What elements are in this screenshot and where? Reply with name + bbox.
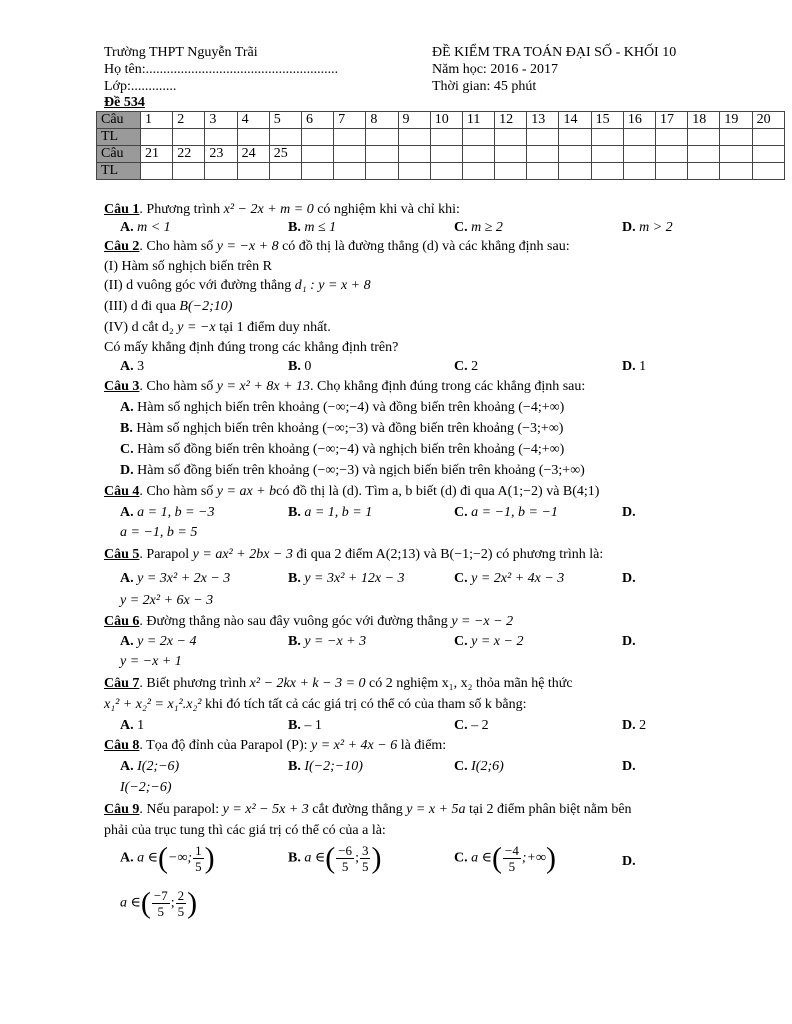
row-label: Câu — [97, 146, 141, 163]
option-label: B. — [288, 850, 301, 866]
table-cell: 24 — [237, 146, 269, 163]
option-text: 2 — [639, 718, 647, 733]
table-cell — [720, 146, 752, 163]
question-number: Câu 5 — [104, 547, 140, 562]
option-a[interactable] — [120, 716, 144, 736]
fraction — [176, 888, 187, 919]
answer-cell[interactable] — [205, 163, 237, 180]
question-4-stem — [104, 482, 599, 502]
option-a[interactable] — [120, 398, 564, 418]
option-b[interactable] — [120, 419, 563, 439]
question-8-stem — [104, 736, 446, 756]
option-text: Hàm số nghịch biến trên khoảng (−∞;−3) và đồng biến trên khoảng (−3;+∞) — [136, 421, 564, 436]
stem-text: khi đó tích tất cả các giá trị có thể có của tham số k bằng: — [201, 697, 527, 712]
statement-2 — [104, 276, 371, 296]
option-d[interactable] — [622, 632, 636, 652]
table-cell: 25 — [269, 146, 301, 163]
equation: x² − 2kx + k − 3 = 0 — [249, 676, 366, 691]
stem-text: . Cho hàm số — [139, 484, 217, 499]
question-3-stem — [104, 377, 585, 397]
answer-cell[interactable] — [656, 163, 688, 180]
fraction — [336, 843, 354, 874]
question-7-stem — [104, 674, 573, 694]
stem-text: . Biết phương trình — [139, 676, 250, 691]
table-cell — [591, 146, 623, 163]
option-c[interactable]: C. a ∈( $\frac{-4}{5}$ ;+∞) — [454, 841, 556, 875]
question-number: Câu 4 — [104, 484, 140, 499]
table-cell: 5 — [269, 112, 301, 129]
option-b[interactable] — [288, 218, 336, 238]
numerator: 3 — [361, 843, 369, 858]
option-d-text — [120, 652, 182, 672]
statement-1: (I) Hàm số nghịch biến trên R — [104, 259, 272, 274]
option-label: B. — [288, 220, 301, 235]
option-d[interactable] — [622, 716, 646, 736]
option-label: A. — [120, 505, 134, 520]
table-cell: 23 — [205, 146, 237, 163]
numerator: 1 — [195, 843, 202, 858]
answer-cell[interactable] — [301, 129, 333, 146]
statement-4 — [104, 318, 331, 338]
option-text: 1 — [137, 718, 145, 733]
table-cell — [495, 146, 527, 163]
option-text: m ≥ 2 — [471, 220, 503, 235]
denominator: 5 — [157, 904, 165, 919]
option-c[interactable] — [120, 440, 564, 460]
option-label: C. — [454, 220, 468, 235]
option-label: B. — [288, 505, 301, 520]
school-year: Năm học: 2016 - 2017 — [432, 62, 558, 77]
option-label: C. — [454, 850, 468, 866]
stem-text: có đồ thị là đường thẳng (d) và các khẳng định sau: — [278, 239, 570, 254]
denominator: 5 — [195, 859, 202, 874]
answer-cell[interactable] — [752, 163, 784, 180]
table-row — [97, 146, 785, 163]
option-label: B. — [288, 759, 301, 774]
stem-text: cắt đường thẳng — [308, 802, 407, 817]
option-d[interactable] — [622, 503, 636, 523]
equation: y = x² − 5x + 3 — [222, 802, 309, 817]
option-label: D. — [622, 634, 636, 649]
question-2-stem — [104, 237, 570, 257]
answer-cell[interactable] — [430, 163, 462, 180]
table-cell: 19 — [720, 112, 752, 129]
option-b[interactable] — [288, 357, 311, 377]
equation: y = −x + 8 — [216, 239, 279, 254]
table-cell: 1 — [141, 112, 173, 129]
answer-table — [96, 111, 785, 180]
table-cell: 18 — [688, 112, 720, 129]
table-cell: 9 — [398, 112, 430, 129]
equation: y = −x − 2 — [451, 614, 514, 629]
option-d-text — [120, 778, 172, 798]
option-text: −∞; — [168, 850, 193, 866]
option-a[interactable] — [120, 218, 171, 238]
table-cell — [301, 146, 333, 163]
table-cell: 6 — [301, 112, 333, 129]
equation: x₁² + x₂² = x₁².x₂² — [104, 697, 202, 712]
answer-cell[interactable] — [334, 163, 366, 180]
denominator: 5 — [508, 859, 516, 874]
option-label: A. — [120, 571, 134, 586]
option-text: a = −1, b = 5 — [120, 525, 198, 540]
option-text: y = 2x² + 6x − 3 — [120, 593, 214, 608]
class-line: Lớp:............. — [104, 79, 177, 94]
denominator: 5 — [341, 859, 349, 874]
option-label: C. — [454, 634, 468, 649]
option-text: a = 1, b = 1 — [304, 505, 373, 520]
option-label: D. — [622, 718, 636, 733]
option-a[interactable] — [120, 632, 196, 652]
table-cell: 12 — [495, 112, 527, 129]
question-5-stem — [104, 545, 603, 565]
table-row — [97, 112, 785, 129]
answer-cell[interactable] — [398, 129, 430, 146]
option-label: D. — [622, 571, 636, 586]
option-c[interactable] — [454, 218, 503, 238]
option-a[interactable]: A. a ∈(−∞; $\frac{1}{5}$ ) — [120, 841, 215, 875]
option-label: D. — [622, 854, 636, 869]
table-cell — [334, 146, 366, 163]
numerator: 2 — [177, 888, 185, 903]
equation: y = ax + b — [216, 484, 277, 499]
option-c[interactable] — [454, 757, 504, 777]
option-text: y = 2x² + 4x − 3 — [471, 571, 565, 586]
answer-cell[interactable] — [366, 163, 398, 180]
option-d-text — [120, 591, 213, 611]
stem-text: . Phương trình — [139, 202, 224, 217]
stem-text: là điểm: — [397, 738, 447, 753]
table-cell — [462, 146, 494, 163]
fraction — [360, 843, 371, 874]
answer-cell[interactable] — [688, 163, 720, 180]
option-a[interactable] — [120, 357, 144, 377]
option-label: A. — [120, 359, 134, 374]
table-cell — [688, 146, 720, 163]
option-label: A. — [120, 220, 134, 235]
option-label: A. — [120, 718, 134, 733]
question-number: Câu 8 — [104, 738, 140, 753]
question-number: Câu 9 — [104, 802, 140, 817]
table-cell: 11 — [462, 112, 494, 129]
question-1-stem — [104, 200, 460, 220]
stem-text: (II) d vuông góc với đường thẳng — [104, 278, 295, 293]
table-cell — [430, 146, 462, 163]
option-label: C. — [120, 442, 134, 457]
answer-cell[interactable] — [173, 129, 205, 146]
table-cell — [752, 146, 784, 163]
stem-text: (IV) d cắt d₂ — [104, 320, 178, 335]
table-cell — [527, 146, 559, 163]
answer-cell[interactable] — [720, 163, 752, 180]
school-name: Trường THPT Nguyễn Trãi — [104, 45, 258, 60]
answer-cell[interactable] — [301, 163, 333, 180]
answer-cell[interactable] — [430, 129, 462, 146]
option-b[interactable] — [288, 716, 322, 736]
answer-cell[interactable] — [527, 163, 559, 180]
table-cell: 21 — [141, 146, 173, 163]
answer-cell[interactable] — [527, 129, 559, 146]
option-text: 1 — [639, 359, 647, 374]
option-text: y = 3x² + 2x − 3 — [137, 571, 231, 586]
option-b[interactable] — [288, 757, 363, 777]
table-row — [97, 129, 785, 146]
student-name-line: Họ tên:....................................................... — [104, 62, 339, 77]
table-cell: 3 — [205, 112, 237, 129]
numerator: −4 — [505, 843, 519, 858]
option-a[interactable] — [120, 503, 214, 523]
table-cell: 20 — [752, 112, 784, 129]
question-number: Câu 1 — [104, 202, 140, 217]
option-text: I(2;−6) — [137, 759, 180, 774]
answer-cell[interactable] — [495, 129, 527, 146]
option-text: I(2;6) — [471, 759, 504, 774]
question-number: Câu 7 — [104, 676, 140, 691]
question-number: Câu 2 — [104, 239, 140, 254]
answer-cell[interactable] — [205, 129, 237, 146]
stem-text: . Cho hàm số — [139, 379, 217, 394]
denominator: 5 — [177, 904, 185, 919]
table-cell: 16 — [623, 112, 655, 129]
option-label: C. — [454, 718, 468, 733]
stem-text: . Chọ khẳng định đúng trong các khẳng định sau: — [309, 379, 586, 394]
option-text: y = −x + 1 — [120, 654, 182, 669]
table-cell: 13 — [527, 112, 559, 129]
question-9-stem-line2: phải của trục tung thì các giá trị có thể có của a là: — [104, 823, 386, 838]
table-cell: 7 — [334, 112, 366, 129]
exam-title: ĐỀ KIỂM TRA TOÁN ĐẠI SỐ - KHỐI 10 — [432, 45, 677, 60]
answer-cell[interactable] — [269, 163, 301, 180]
stem-text: (III) d đi qua — [104, 299, 180, 314]
option-b[interactable]: B. a ∈( $\frac{-6}{5}$ ; $\frac{3}{5}$ ) — [288, 841, 382, 875]
option-text: 0 — [304, 359, 312, 374]
option-b[interactable] — [288, 503, 372, 523]
table-row — [97, 163, 785, 180]
fraction — [503, 843, 521, 874]
table-cell: 22 — [173, 146, 205, 163]
question-9-stem — [104, 800, 632, 820]
option-label: C. — [454, 571, 468, 586]
option-label: B. — [120, 421, 133, 436]
option-text: – 2 — [471, 718, 489, 733]
exam-duration: Thời gian: 45 phút — [432, 79, 537, 94]
option-c[interactable] — [454, 503, 558, 523]
stem-text: . Đường thẳng nào sau đây vuông góc với đường thẳng — [139, 614, 452, 629]
option-label: B. — [288, 571, 301, 586]
answer-cell[interactable] — [752, 129, 784, 146]
option-d[interactable] — [622, 852, 636, 872]
numerator: −6 — [338, 843, 353, 858]
stem-text: . Tọa độ đỉnh của Parapol (P): — [139, 738, 312, 753]
stem-text: có nghiệm khi và chỉ khi: — [313, 202, 460, 217]
denominator: 5 — [361, 859, 369, 874]
row-label: Câu — [97, 112, 141, 129]
answer-cell[interactable] — [495, 163, 527, 180]
option-text: a ∈ — [471, 850, 492, 866]
option-label: B. — [288, 359, 301, 374]
answer-cell[interactable] — [141, 129, 173, 146]
answer-cell[interactable] — [656, 129, 688, 146]
option-text: a ∈ — [120, 895, 141, 911]
option-label: D. — [622, 759, 636, 774]
equation: y = ax² + 2bx − 3 — [192, 547, 293, 562]
answer-cell[interactable] — [688, 129, 720, 146]
answer-cell[interactable] — [720, 129, 752, 146]
option-d[interactable] — [622, 218, 673, 238]
option-text: a ∈ — [137, 850, 158, 866]
answer-cell[interactable] — [591, 129, 623, 146]
option-label: A. — [120, 850, 134, 866]
stem-text: tại 1 điểm duy nhất. — [215, 320, 331, 335]
question-number: Câu 3 — [104, 379, 140, 394]
option-d[interactable] — [120, 461, 585, 481]
option-text: a ∈ — [304, 850, 326, 866]
table-cell — [559, 146, 591, 163]
stem-text: tại 2 điểm phân biệt nằm bên — [465, 802, 632, 817]
option-text: y = 3x² + 12x − 3 — [304, 571, 405, 586]
option-text: I(−2;−10) — [304, 759, 363, 774]
stem-text: . Parapol — [139, 547, 193, 562]
answer-cell[interactable] — [237, 129, 269, 146]
option-text: m > 2 — [639, 220, 673, 235]
option-c[interactable] — [454, 716, 489, 736]
option-text: Hàm số nghịch biến trên khoảng (−∞;−4) và đồng biến trên khoảng (−4;+∞) — [137, 400, 565, 415]
option-c[interactable] — [454, 357, 478, 377]
answer-cell[interactable] — [559, 129, 591, 146]
numerator: −7 — [153, 888, 168, 903]
option-text: ;+∞ — [521, 850, 546, 866]
equation: y = −x — [177, 320, 216, 335]
option-text: – 1 — [304, 718, 322, 733]
table-cell — [656, 146, 688, 163]
statement-3 — [104, 297, 232, 317]
table-cell — [398, 146, 430, 163]
answer-cell[interactable] — [623, 163, 655, 180]
option-text: Hàm số đồng biến trên khoảng (−∞;−4) và nghịch biến trên khoảng (−4;+∞) — [137, 442, 565, 457]
option-label: C. — [454, 359, 468, 374]
option-label: B. — [288, 634, 301, 649]
option-label: B. — [288, 718, 301, 733]
option-text: 3 — [137, 359, 145, 374]
option-text: Hàm số đồng biến trên khoảng (−∞;−3) và ngịch biến biến trên khoảng (−3;+∞) — [137, 463, 585, 478]
option-text: I(−2;−6) — [120, 780, 172, 795]
answer-cell[interactable] — [269, 129, 301, 146]
table-cell — [366, 146, 398, 163]
stem-text: . Nếu parapol: — [139, 802, 223, 817]
question-number: Câu 6 — [104, 614, 140, 629]
question-2-ask: Có mấy khẳng định đúng trong các khẳng định trên? — [104, 340, 399, 355]
option-text: y = 2x − 4 — [137, 634, 197, 649]
answer-cell[interactable] — [173, 163, 205, 180]
option-text: a = 1, b = −3 — [137, 505, 215, 520]
equation: y = x + 5a — [406, 802, 466, 817]
option-b[interactable] — [288, 632, 366, 652]
option-label: D. — [622, 220, 636, 235]
answer-cell[interactable] — [462, 129, 494, 146]
answer-cell[interactable] — [559, 163, 591, 180]
option-d[interactable] — [622, 757, 636, 777]
option-label: A. — [120, 759, 134, 774]
equation: x² − 2x + m = 0 — [223, 202, 314, 217]
fraction — [152, 888, 170, 919]
option-text: 2 — [471, 359, 479, 374]
table-cell — [623, 146, 655, 163]
option-text: a = −1, b = −1 — [471, 505, 558, 520]
option-label: A. — [120, 634, 134, 649]
option-a[interactable] — [120, 757, 179, 777]
option-label: C. — [454, 759, 468, 774]
fraction — [193, 843, 204, 874]
option-label: D. — [622, 359, 636, 374]
option-label: D. — [622, 505, 636, 520]
row-label: TL — [97, 129, 141, 146]
table-cell: 8 — [366, 112, 398, 129]
table-cell: 14 — [559, 112, 591, 129]
option-label: A. — [120, 400, 134, 415]
row-label: TL — [97, 163, 141, 180]
equation: B(−2;10) — [179, 299, 233, 314]
exam-code: Đề 534 — [104, 95, 145, 110]
answer-cell[interactable] — [237, 163, 269, 180]
option-d[interactable] — [622, 569, 636, 589]
option-a[interactable] — [120, 569, 230, 589]
answer-cell[interactable] — [623, 129, 655, 146]
stem-text: có đồ thị là (d). Tìm a, b biết (d) đi qua A(1;−2) và B(4;1) — [276, 484, 600, 499]
table-cell: 4 — [237, 112, 269, 129]
answer-cell[interactable] — [366, 129, 398, 146]
stem-text: có 2 nghiệm x₁, x₂ thỏa mãn hệ thức — [365, 676, 573, 691]
option-text: m < 1 — [137, 220, 171, 235]
table-cell: 10 — [430, 112, 462, 129]
option-d-text — [120, 523, 197, 543]
option-b[interactable] — [288, 569, 405, 589]
stem-text: . Cho hàm số — [139, 239, 217, 254]
equation: y = x² + 8x + 13 — [216, 379, 310, 394]
table-cell: 15 — [591, 112, 623, 129]
option-label: D. — [120, 463, 134, 478]
equation: y = x² + 4x − 6 — [311, 738, 398, 753]
answer-cell[interactable] — [591, 163, 623, 180]
answer-cell[interactable] — [462, 163, 494, 180]
answer-cell[interactable] — [141, 163, 173, 180]
option-text: y = −x + 3 — [304, 634, 367, 649]
table-cell: 17 — [656, 112, 688, 129]
table-cell: 2 — [173, 112, 205, 129]
answer-cell[interactable] — [334, 129, 366, 146]
option-d-text: a ∈( $\frac{-7}{5}$ ; $\frac{2}{5}$ ) — [120, 886, 198, 920]
option-c[interactable] — [454, 632, 523, 652]
option-text: y = x − 2 — [471, 634, 524, 649]
option-d[interactable] — [622, 357, 646, 377]
answer-cell[interactable] — [398, 163, 430, 180]
option-text: m ≤ 1 — [304, 220, 337, 235]
equation: d₁ : y = x + 8 — [294, 278, 371, 293]
question-6-stem — [104, 612, 513, 632]
question-7-stem-line2 — [104, 695, 527, 715]
stem-text: đi qua 2 điểm A(2;13) và B(−1;−2) có phương trình là: — [292, 547, 604, 562]
option-label: C. — [454, 505, 468, 520]
option-c[interactable] — [454, 569, 564, 589]
